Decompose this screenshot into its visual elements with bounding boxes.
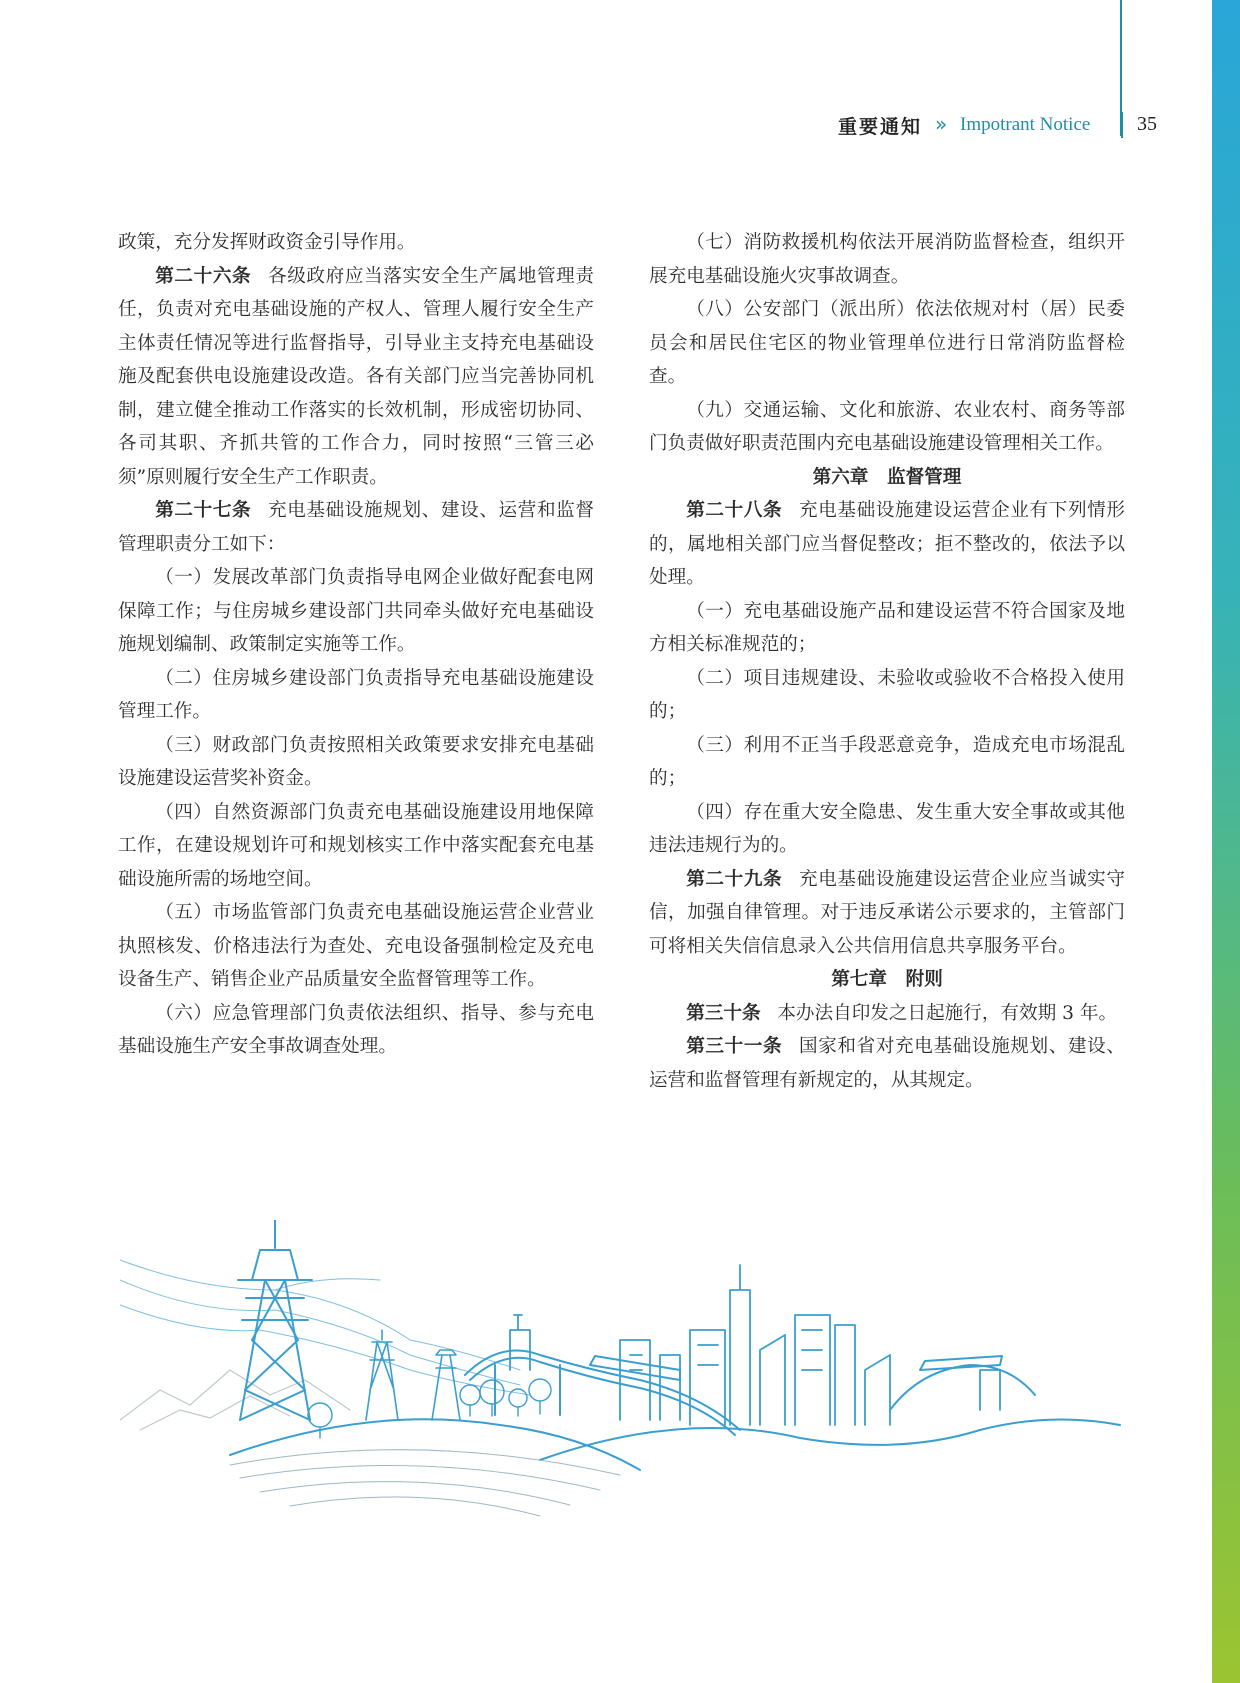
city-buildings-drawing xyxy=(510,1265,1000,1425)
list-item: （五）市场监管部门负责充电基础设施运营企业营业执照核发、价格违法行为查处、充电设备强制检定及充电设备生产、销售企业产品质量安全监督管理等工作。 xyxy=(118,902,594,990)
left-text-column xyxy=(118,226,594,1064)
power-lines-drawing xyxy=(120,1260,530,1395)
list-item: （七）消防救援机构依法开展消防监督检查，组织开展充电基础设施火灾事故调查。 xyxy=(649,232,1125,287)
list-item: （六）应急管理部门负责依法组织、指导、参与充电基础设施生产安全事故调查处理。 xyxy=(118,1002,594,1057)
hills-drawing xyxy=(230,1419,1120,1470)
article-31 xyxy=(649,1030,1125,1097)
double-chevron-icon: » xyxy=(935,112,948,136)
chapter-7-heading xyxy=(649,963,1125,997)
article-label: 第二十八条 xyxy=(686,500,783,521)
page-number: 35 xyxy=(1137,113,1157,135)
small-tower-icon xyxy=(366,1330,460,1420)
right-text-column xyxy=(649,226,1125,1097)
page-header xyxy=(0,112,1200,146)
article-label: 第二十七条 xyxy=(155,500,252,521)
side-gradient-bar xyxy=(1212,0,1240,1683)
article-28 xyxy=(649,494,1125,595)
list-item: （三）财政部门负责按照相关政策要求安排充电基础设施建设运营奖补资金。 xyxy=(118,734,594,789)
article-29 xyxy=(649,863,1125,964)
article-text: 充电基础设施建设运营企业有下列情形的，属地相关部门应当督促整改；拒不整改的，依法予以处理。 xyxy=(649,500,1125,588)
transmission-tower-icon xyxy=(238,1220,312,1420)
article-text: 各级政府应当落实安全生产属地管理责任，负责对充电基础设施的产权人、管理人履行安全生产主体责任情况等进行监督指导，引导业主支持充电基础设施及配套供电设施建设改造。各有关部门应当完善协同机制，建立健全推动工作落实的长效机制，形成密切协同、各司其职、齐抓共管的工作合力，同时按照“三管三必须”原则履行安全生产工作职责。 xyxy=(118,265,594,488)
chapter-title: 监督管理 xyxy=(887,466,962,488)
chapter-title: 附则 xyxy=(905,969,943,990)
article-27 xyxy=(118,494,594,561)
article-text: 本办法自印发之日起施行，有效期 3 年。 xyxy=(777,1002,1118,1024)
article-text: 充电基础设施规划、建设、运营和监督管理职责分工如下： xyxy=(118,500,594,555)
mountains-drawing xyxy=(120,1370,350,1430)
article-text: 充电基础设施建设运营企业应当诚实守信，加强自律管理。对于违反承诺公示要求的，主管部门可将相关失信信息录入公共信用信息共享服务平台。 xyxy=(649,868,1125,957)
article-30 xyxy=(649,997,1125,1031)
tree-icon xyxy=(308,1379,551,1438)
city-power-illustration xyxy=(120,1220,1130,1520)
list-item: （四）自然资源部门负责充电基础设施建设用地保障工作，在建设规划许可和规划核实工作中落实配套充电基础设施所需的场地空间。 xyxy=(118,801,594,890)
section-title-en: Impotrant Notice xyxy=(960,114,1091,135)
list-item: （一）发展改革部门负责指导电网企业做好配套电网保障工作；与住房城乡建设部门共同牵头做好充电基础设施规划编制、政策制定实施等工作。 xyxy=(118,567,594,655)
list-item: （一）充电基础设施产品和建设运营不符合国家及地方相关标准规范的； xyxy=(649,600,1125,655)
article-26 xyxy=(118,260,594,495)
list-item: （二）项目违规建设、未验收或验收不合格投入使用的； xyxy=(649,667,1125,722)
chapter-number: 第六章 xyxy=(812,466,869,488)
article-text: 国家和省对充电基础设施规划、建设、运营和监督管理有新规定的，从其规定。 xyxy=(649,1036,1125,1091)
field-furrows-drawing xyxy=(230,1450,620,1516)
list-item: （二）住房城乡建设部门负责指导充电基础设施建设管理工作。 xyxy=(118,667,594,722)
chapter-number: 第七章 xyxy=(831,969,887,990)
list-item: （九）交通运输、文化和旅游、农业农村、商务等部门负责做好职责范围内充电基础设施建设管理相关工作。 xyxy=(649,399,1125,454)
list-item: （八）公安部门（派出所）依法依规对村（居）民委员会和居民住宅区的物业管理单位进行日常消防监督检查。 xyxy=(649,299,1125,387)
list-item: （三）利用不正当手段恶意竞争，造成充电市场混乱的； xyxy=(649,734,1125,789)
section-title-cn: 重要通知 xyxy=(838,116,923,138)
article-label: 第三十条 xyxy=(686,1002,761,1024)
chapter-6-heading xyxy=(649,461,1125,495)
article-label: 第三十一条 xyxy=(686,1036,783,1057)
article-label: 第二十六条 xyxy=(155,265,252,287)
article-label: 第二十九条 xyxy=(686,868,783,890)
header-separator xyxy=(1121,112,1123,138)
paragraph-continued: 政策，充分发挥财政资金引导作用。 xyxy=(118,232,416,253)
list-item: （四）存在重大安全隐患、发生重大安全事故或其他违法违规行为的。 xyxy=(649,801,1125,856)
